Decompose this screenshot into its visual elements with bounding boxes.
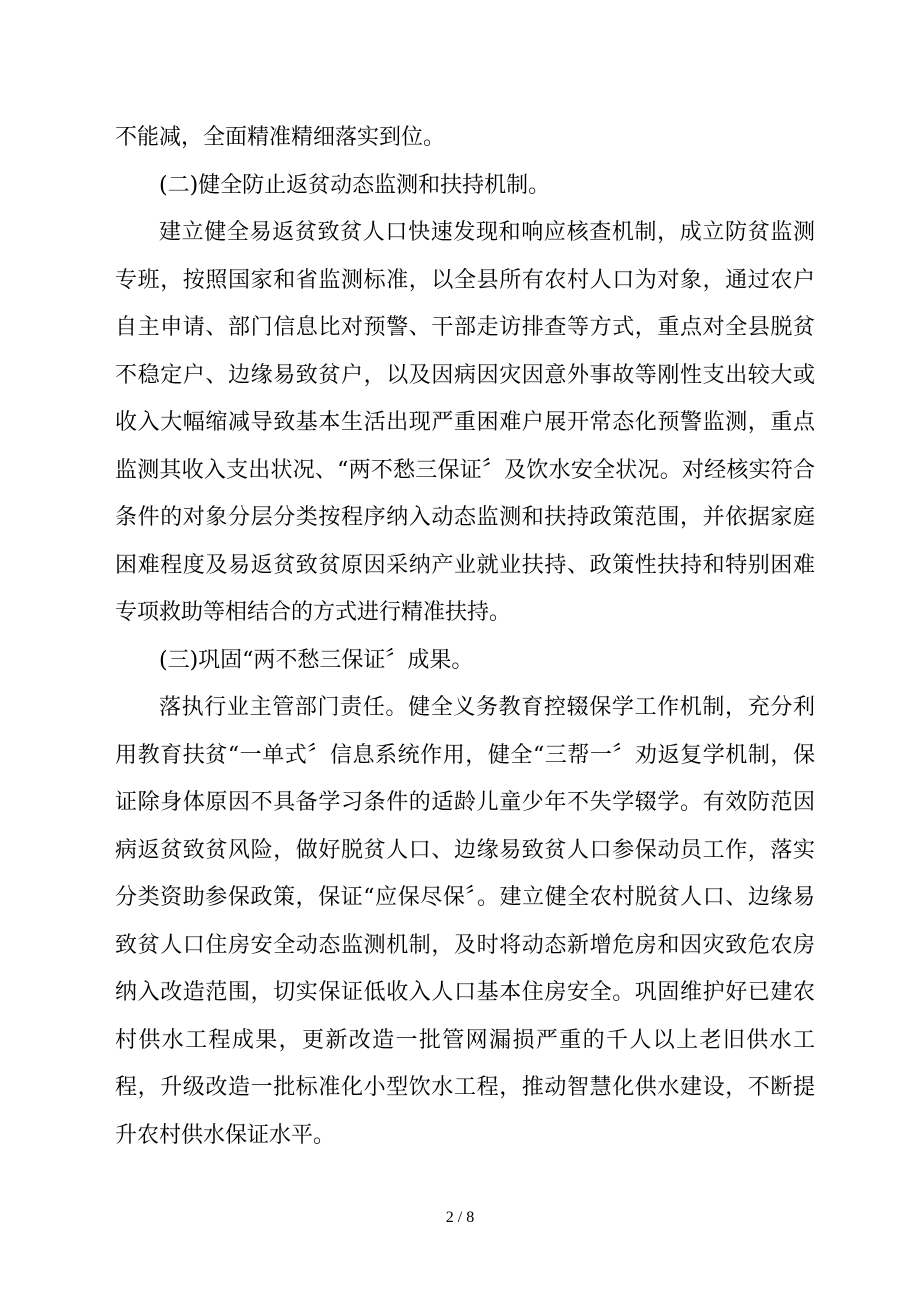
document-body xyxy=(115,114,815,1159)
page-number: 2 / 8 xyxy=(445,1209,475,1226)
paragraph-responsibility: 落执行业主管部门责任。健全义务教育控辍保学工作机制，充分利用教育扶贫“一单式〞信息系统作用，健全“三帮一〞劝返复学机制，保证除身体原因不具备学习条件的适龄儿童少年不失学辍学。有效防范因病返贫致贫风险，做好脱贫人口、边缘易致贫人口参保动员工作，落实分类资助参保政策，保证“应保尽保〞。建立健全农村脱贫人口、边缘易致贫人口住房安全动态监测机制，及时将动态新增危房和因灾致危农房纳入改造范围，切实保证低收入人口基本住房安全。巩固维护好已建农村供水工程成果，更新改造一批管网漏损严重的千人以上老旧供水工程，升级改造一批标准化小型饮水工程，推动智慧化供水建设，不断提升农村供水保证水平。 xyxy=(115,695,815,1148)
paragraph-continuation: 不能减，全面精准精细落实到位。 xyxy=(115,125,446,150)
section-heading-3: (三)巩固“两不愁三保证〞成果。 xyxy=(159,647,474,673)
paragraph-monitoring: 建立健全易返贫致贫人口快速发现和响应核查机制，成立防贫监测专班，按照国家和省监测标准，以全县所有农村人口为对象，通过农户自主申请、部门信息比对预警、干部走访排查等方式，重点对全县脱贫不稳定户、边缘易致贫户，以及因病因灾因意外事故等刚性支出较大或收入大幅缩减导致基本生活出现严重困难户展开常态化预警监测，重点监测其收入支出状况、“两不愁三保证〞及饮水安全状况。对经核实符合条件的对象分层分类按程序纳入动态监测和扶持政策范围，并依据家庭困难程度及易返贫致贫原因采纳产业就业扶持、政策性扶持和特别困难专项救助等相结合的方式进行精准扶持。 xyxy=(115,220,815,625)
section-heading-2: (二)健全防止返贫动态监测和扶持机制。 xyxy=(159,172,551,198)
